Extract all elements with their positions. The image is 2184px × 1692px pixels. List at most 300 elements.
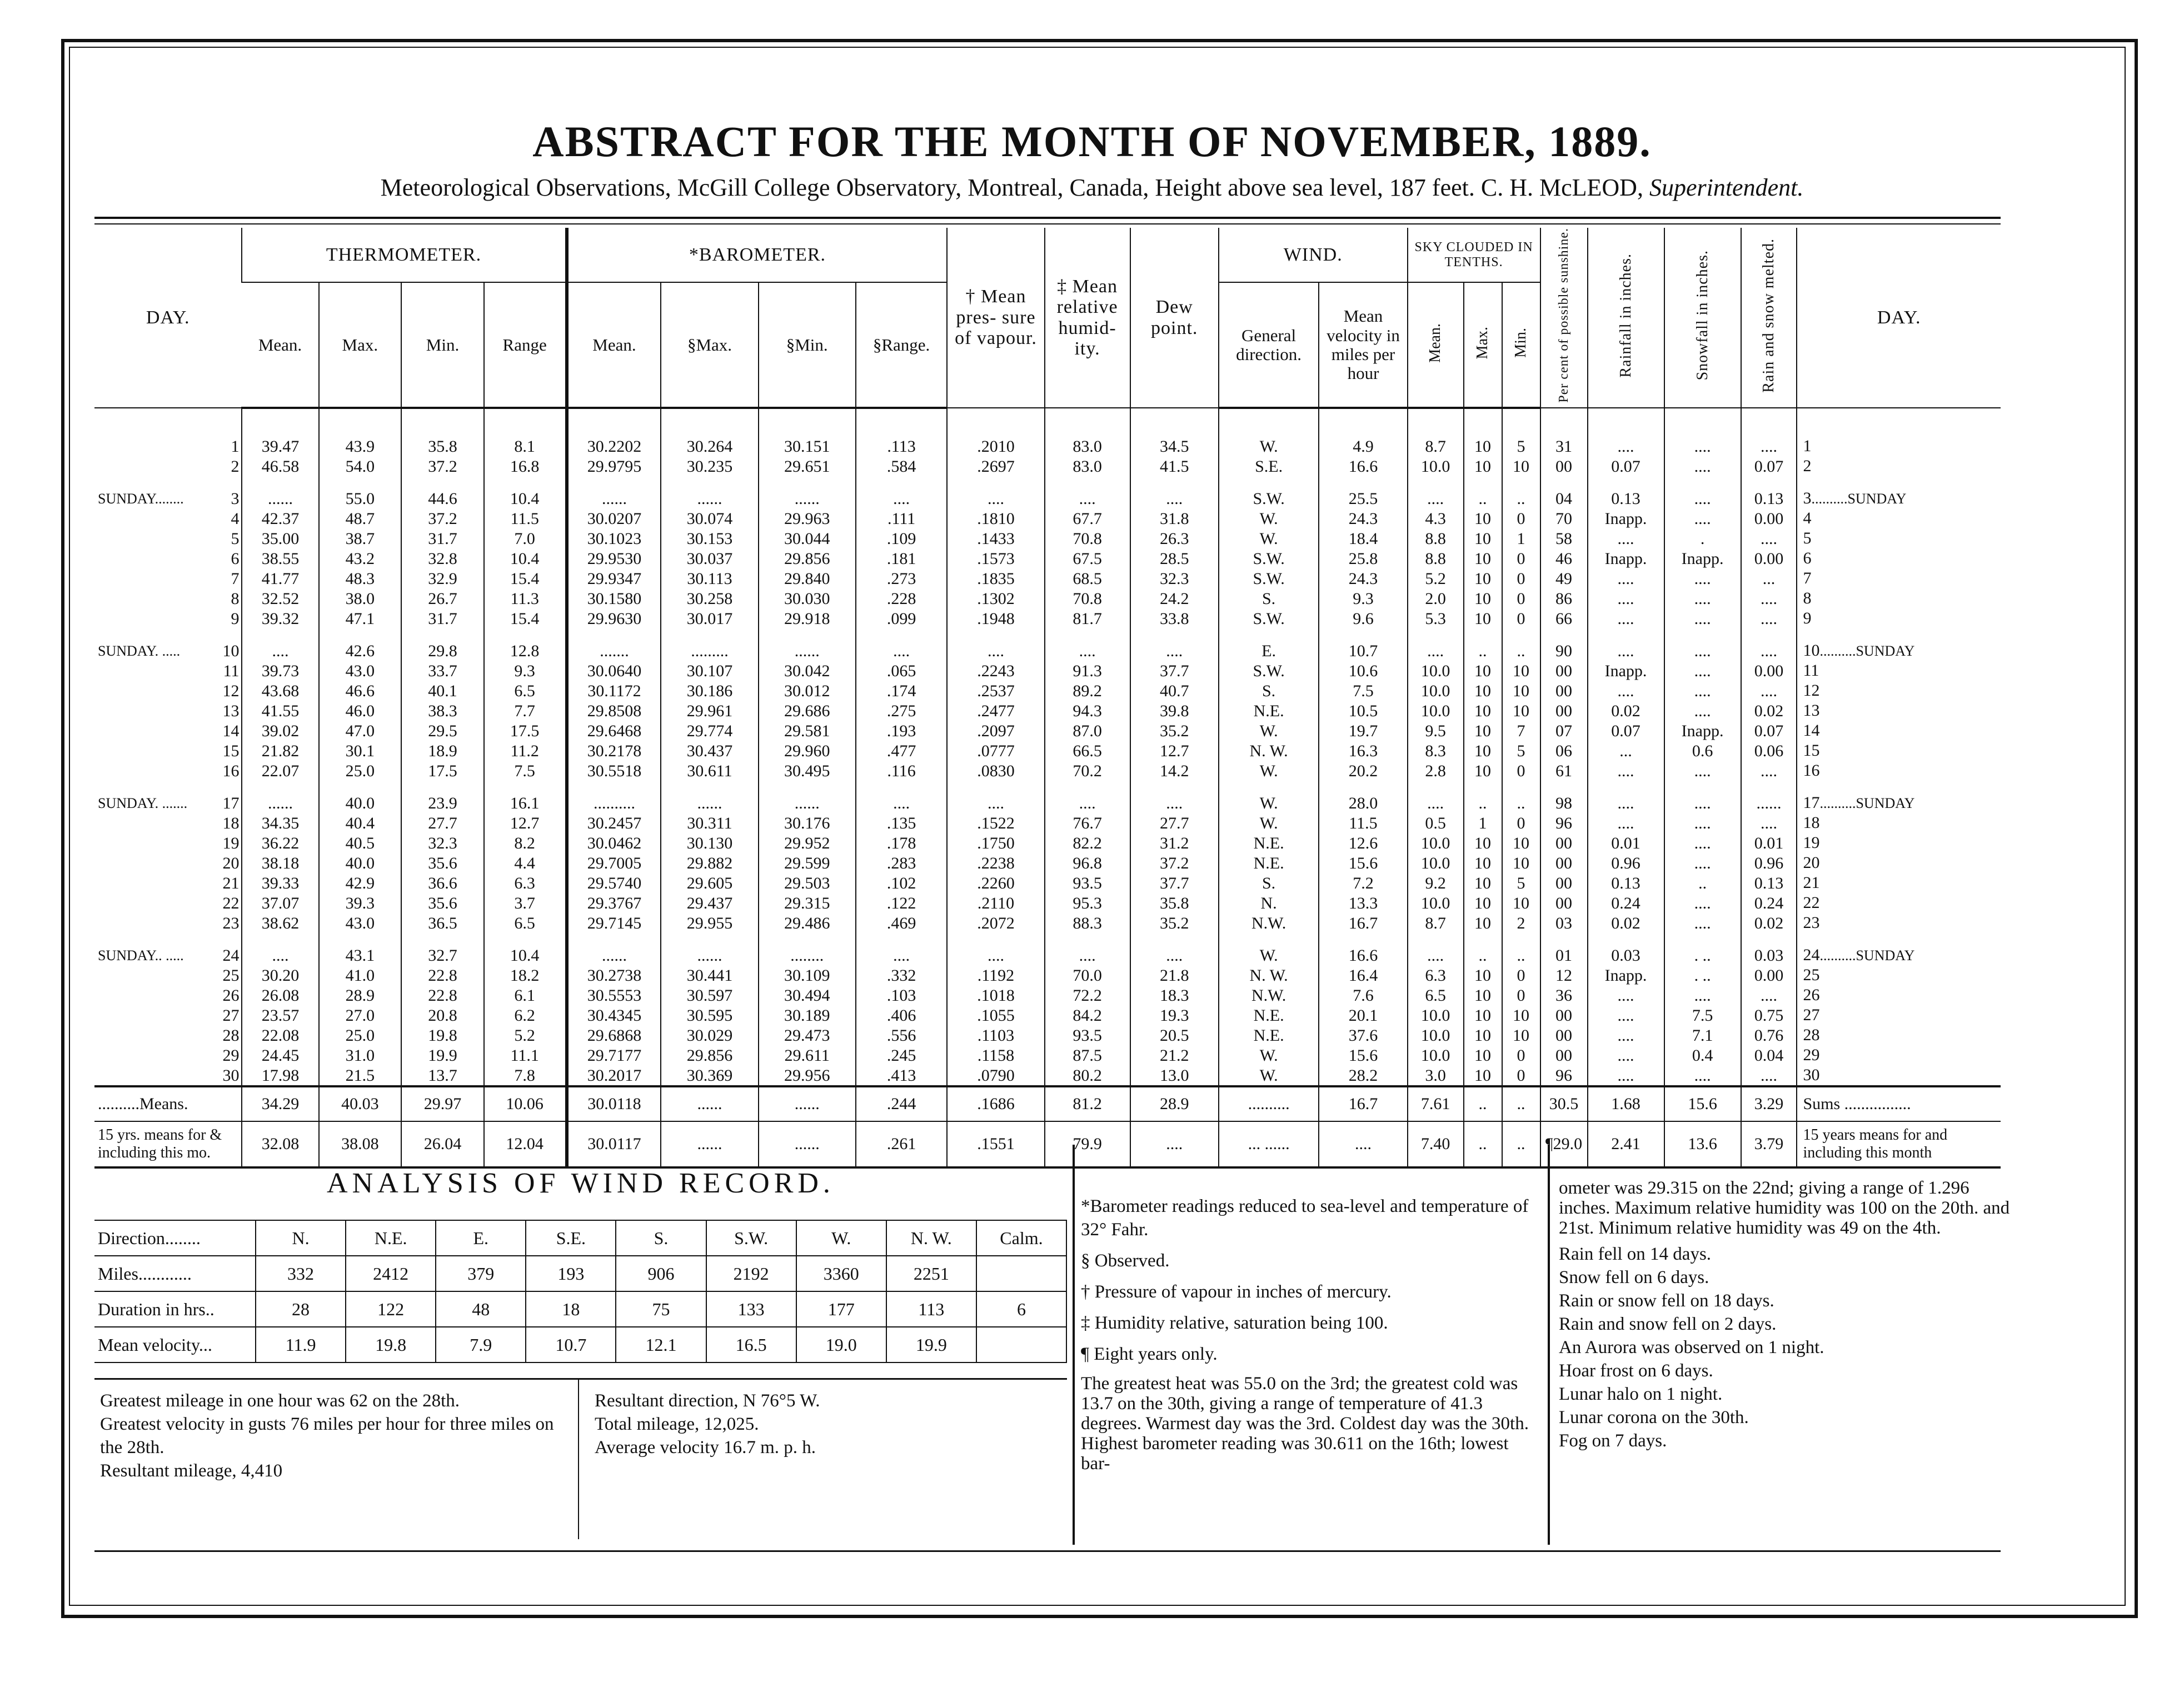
- cell-rainfall: ...: [1588, 741, 1664, 761]
- day-label-right: [1797, 661, 2001, 681]
- cell-t-mean: 38.55: [242, 548, 318, 568]
- cell-sky-min: 0: [1502, 508, 1540, 528]
- cell-sky-max: 10: [1464, 408, 1502, 456]
- cell-t-min: 35.8: [401, 408, 484, 456]
- day-row: [94, 965, 2001, 985]
- wind-notes-divider: [578, 1378, 579, 1539]
- cell-t-range: 15.4: [484, 608, 567, 628]
- cell-wind-vel: 18.4: [1319, 528, 1407, 548]
- day-row: [94, 853, 2001, 873]
- day-number: 3: [231, 489, 240, 508]
- cell-wind-dir: W.: [1219, 408, 1319, 456]
- cell-humidity: 84.2: [1045, 1005, 1130, 1025]
- cell-sky-mean: 8.7: [1408, 913, 1464, 933]
- summary-lunar-halo: Lunar halo on 1 night.: [1559, 1384, 1723, 1404]
- day-label-right: [1797, 568, 2001, 588]
- cell-sky-max: 10: [1464, 721, 1502, 741]
- cell-t-max: 47.0: [319, 721, 402, 741]
- cell-b-range: .174: [856, 681, 948, 701]
- cell-dew-point: 35.2: [1130, 913, 1219, 933]
- page-title: ABSTRACT FOR THE MONTH OF NOVEMBER, 1889.: [532, 117, 1652, 166]
- day-row: [94, 628, 2001, 661]
- cell-sky-max: 10: [1464, 913, 1502, 933]
- fifteen-year-cell: 79.9: [1045, 1121, 1130, 1167]
- cell-b-min: 30.151: [759, 408, 856, 456]
- cell-t-mean: 41.55: [242, 701, 318, 721]
- cell-sky-max: 10: [1464, 1065, 1502, 1086]
- means-cell: Sums ................: [1797, 1086, 2001, 1121]
- day-label-right: [1797, 893, 2001, 913]
- day-label-right: [1797, 965, 2001, 985]
- day-number: 19: [222, 833, 240, 852]
- rainfall-header: Rainfall in inches.: [1588, 228, 1664, 408]
- cell-humidity: 96.8: [1045, 853, 1130, 873]
- cell-b-mean: 30.0640: [567, 661, 661, 681]
- footer-rule: [94, 1550, 2001, 1552]
- day-label-right: [1797, 761, 2001, 781]
- day-label-right: [1797, 408, 2001, 456]
- day-row: [94, 661, 2001, 681]
- cell-wind-dir: W.: [1219, 761, 1319, 781]
- day-number: 4: [231, 509, 240, 528]
- sunday-label: SUNDAY.. .....: [98, 947, 184, 964]
- cell-sky-max: 10: [1464, 1025, 1502, 1045]
- day-label-right: [1797, 608, 2001, 628]
- cell-t-mean: 36.22: [242, 833, 318, 853]
- cell-vapour: .1158: [947, 1045, 1044, 1065]
- cell-b-min: 30.109: [759, 965, 856, 985]
- cell-t-mean: 39.73: [242, 661, 318, 681]
- cell-sky-max: 10: [1464, 548, 1502, 568]
- sunday-label-right: ..........SUNDAY: [1811, 491, 1907, 507]
- wind-cell: S.E.: [526, 1220, 616, 1256]
- day-number-right: 19: [1803, 833, 1820, 852]
- day-label-right: [1797, 1045, 2001, 1065]
- day-label-right: [1797, 933, 2001, 965]
- cell-b-mean: 30.2202: [567, 408, 661, 456]
- cell-rainfall: ....: [1588, 628, 1664, 661]
- cell-b-max: 30.235: [661, 456, 758, 476]
- cell-sunshine: 96: [1540, 1065, 1588, 1086]
- cell-rainfall: ....: [1588, 1065, 1664, 1086]
- cell-t-mean: 43.68: [242, 681, 318, 701]
- cell-t-range: 3.7: [484, 893, 567, 913]
- cell-sky-mean: 6.5: [1408, 985, 1464, 1005]
- cell-rainfall: 0.02: [1588, 701, 1664, 721]
- cell-humidity: 70.8: [1045, 588, 1130, 608]
- cell-vapour: .2260: [947, 873, 1044, 893]
- cell-sky-mean: 5.3: [1408, 608, 1464, 628]
- day-number: 6: [231, 549, 240, 568]
- wind-row-label: Mean velocity...: [94, 1327, 256, 1362]
- cell-wind-vel: 15.6: [1319, 853, 1407, 873]
- day-number-right: 22: [1803, 894, 1820, 912]
- header-rule: [94, 217, 2001, 219]
- cell-t-min: 13.7: [401, 1065, 484, 1086]
- cell-rainfall: 0.03: [1588, 933, 1664, 965]
- cell-b-max: 30.437: [661, 741, 758, 761]
- cell-t-range: 10.4: [484, 933, 567, 965]
- day-row: [94, 913, 2001, 933]
- cell-sky-mean: 10.0: [1408, 701, 1464, 721]
- cell-t-range: 4.4: [484, 853, 567, 873]
- cell-b-range: .406: [856, 1005, 948, 1025]
- header-group-row: [94, 228, 2001, 282]
- cell-t-min: 35.6: [401, 893, 484, 913]
- sunday-label: SUNDAY. .......: [98, 795, 188, 811]
- cell-b-range: .103: [856, 985, 948, 1005]
- day-label-left: [94, 1065, 242, 1086]
- cell-b-mean: ..........: [567, 781, 661, 813]
- therm-max-header: Max.: [319, 282, 402, 408]
- cell-rainfall: 0.96: [1588, 853, 1664, 873]
- cell-t-min: 35.6: [401, 853, 484, 873]
- wind-cell: 2251: [886, 1256, 976, 1291]
- wind-cell: 122: [346, 1291, 436, 1327]
- cell-wind-dir: S.E.: [1219, 456, 1319, 476]
- means-cell: ..: [1464, 1086, 1502, 1121]
- cell-b-min: 29.611: [759, 1045, 856, 1065]
- cell-rain-snow: ...: [1741, 568, 1797, 588]
- cell-sunshine: 03: [1540, 913, 1588, 933]
- day-label-right: [1797, 913, 2001, 933]
- summary-rain-or-snow: Rain or snow fell on 18 days.: [1559, 1291, 1774, 1311]
- cell-rain-snow: ....: [1741, 681, 1797, 701]
- means-cell: 28.9: [1130, 1086, 1219, 1121]
- cell-sky-min: 0: [1502, 813, 1540, 833]
- cell-sky-max: 10: [1464, 1045, 1502, 1065]
- wind-row-label: Miles............: [94, 1256, 256, 1291]
- cell-snowfall: ....: [1664, 1065, 1741, 1086]
- cell-b-min: 29.599: [759, 853, 856, 873]
- cell-t-mean: 41.77: [242, 568, 318, 588]
- cell-sky-mean: 5.2: [1408, 568, 1464, 588]
- cell-t-mean: 32.52: [242, 588, 318, 608]
- cell-sky-min: 5: [1502, 408, 1540, 456]
- cell-snowfall: ....: [1664, 661, 1741, 681]
- cell-t-min: 22.8: [401, 965, 484, 985]
- wind-cell: 3360: [796, 1256, 886, 1291]
- cell-t-min: 20.8: [401, 1005, 484, 1025]
- note-resultant-mileage: Resultant mileage, 4,410: [100, 1461, 283, 1481]
- cell-b-max: 29.955: [661, 913, 758, 933]
- cell-vapour: .1573: [947, 548, 1044, 568]
- cell-vapour: .2110: [947, 893, 1044, 913]
- cell-t-mean: 34.35: [242, 813, 318, 833]
- day-label-left: [94, 873, 242, 893]
- cell-humidity: 81.7: [1045, 608, 1130, 628]
- day-row: [94, 933, 2001, 965]
- day-number: 1: [231, 437, 240, 456]
- cell-sky-min: 0: [1502, 588, 1540, 608]
- cell-snowfall: .: [1664, 528, 1741, 548]
- wind-cell: S.: [616, 1220, 706, 1256]
- cell-t-min: 19.9: [401, 1045, 484, 1065]
- cell-t-min: 36.5: [401, 913, 484, 933]
- cell-sky-min: 10: [1502, 681, 1540, 701]
- cell-b-range: .477: [856, 741, 948, 761]
- note-total-mileage: Total mileage, 12,025.: [595, 1414, 759, 1434]
- cell-wind-vel: 28.2: [1319, 1065, 1407, 1086]
- cell-vapour: .2238: [947, 853, 1044, 873]
- day-number-right: 9: [1803, 609, 1812, 628]
- day-number: 17: [222, 793, 240, 812]
- cell-b-max: .........: [661, 628, 758, 661]
- cell-wind-dir: W.: [1219, 508, 1319, 528]
- cell-b-range: .273: [856, 568, 948, 588]
- fifteen-year-cell: ... ......: [1219, 1121, 1319, 1167]
- cell-rainfall: ....: [1588, 1025, 1664, 1045]
- cell-t-range: 5.2: [484, 1025, 567, 1045]
- cell-b-min: 30.176: [759, 813, 856, 833]
- cell-sky-max: 10: [1464, 985, 1502, 1005]
- day-label-left: [94, 985, 242, 1005]
- cell-b-min: 30.030: [759, 588, 856, 608]
- cell-t-max: 25.0: [319, 761, 402, 781]
- cell-vapour: .1103: [947, 1025, 1044, 1045]
- cell-sky-mean: 8.3: [1408, 741, 1464, 761]
- day-number-right: 30: [1803, 1066, 1820, 1085]
- cell-b-mean: 30.2178: [567, 741, 661, 761]
- cell-wind-dir: S.: [1219, 873, 1319, 893]
- day-label-left: [94, 813, 242, 833]
- cell-sky-mean: 10.0: [1408, 1045, 1464, 1065]
- means-cell: 81.2: [1045, 1086, 1130, 1121]
- cell-rain-snow: ....: [1741, 528, 1797, 548]
- cell-t-range: 7.5: [484, 761, 567, 781]
- cell-b-min: 29.952: [759, 833, 856, 853]
- cell-t-min: 22.8: [401, 985, 484, 1005]
- cell-rain-snow: 0.24: [1741, 893, 1797, 913]
- wind-cell: 379: [436, 1256, 526, 1291]
- cell-sunshine: 49: [1540, 568, 1588, 588]
- cell-t-min: 38.3: [401, 701, 484, 721]
- cell-b-mean: 30.1580: [567, 588, 661, 608]
- cell-wind-dir: W.: [1219, 1045, 1319, 1065]
- cell-b-mean: 29.5740: [567, 873, 661, 893]
- cell-vapour: .0777: [947, 741, 1044, 761]
- cell-sky-max: 10: [1464, 833, 1502, 853]
- cell-sky-min: 5: [1502, 741, 1540, 761]
- day-number-right: 20: [1803, 854, 1820, 872]
- cell-b-max: 30.029: [661, 1025, 758, 1045]
- cell-vapour: ....: [947, 476, 1044, 508]
- cell-t-min: 31.7: [401, 528, 484, 548]
- day-row: [94, 588, 2001, 608]
- day-number: 27: [222, 1006, 240, 1025]
- means-cell: 40.03: [319, 1086, 402, 1121]
- cell-humidity: 72.2: [1045, 985, 1130, 1005]
- cell-t-max: 40.0: [319, 853, 402, 873]
- footnote-barometer: *Barometer readings reduced to sea-level and temperature of 32° Fahr.: [1081, 1196, 1529, 1240]
- cell-dew-point: 28.5: [1130, 548, 1219, 568]
- day-number: 15: [222, 741, 240, 760]
- cell-t-range: 8.1: [484, 408, 567, 456]
- cell-b-mean: 29.7177: [567, 1045, 661, 1065]
- cell-rain-snow: ....: [1741, 608, 1797, 628]
- cell-wind-dir: S.W.: [1219, 548, 1319, 568]
- cell-b-mean: 29.9530: [567, 548, 661, 568]
- day-label-left: [94, 588, 242, 608]
- sunday-label-right: ..........SUNDAY: [1819, 947, 1915, 964]
- cell-wind-vel: 11.5: [1319, 813, 1407, 833]
- day-label-right: [1797, 628, 2001, 661]
- wind-notes-rule: [94, 1378, 1067, 1380]
- cell-wind-vel: 15.6: [1319, 1045, 1407, 1065]
- day-header: DAY.: [94, 228, 242, 408]
- cell-rain-snow: 0.03: [1741, 933, 1797, 965]
- cell-rain-snow: 0.00: [1741, 965, 1797, 985]
- fifteen-year-cell: 26.04: [401, 1121, 484, 1167]
- day-row: [94, 721, 2001, 741]
- day-label-right: [1797, 853, 2001, 873]
- cell-t-mean: ....: [242, 933, 318, 965]
- cell-rainfall: ....: [1588, 408, 1664, 456]
- wind-cell: N.E.: [346, 1220, 436, 1256]
- day-label-right: [1797, 548, 2001, 568]
- cell-t-max: 41.0: [319, 965, 402, 985]
- cell-wind-vel: 9.3: [1319, 588, 1407, 608]
- vapour-header: † Mean pres- sure of vapour.: [947, 228, 1044, 408]
- cell-t-max: 46.6: [319, 681, 402, 701]
- means-cell: ......: [661, 1086, 758, 1121]
- cell-rain-snow: ....: [1741, 1065, 1797, 1086]
- cell-b-min: 29.581: [759, 721, 856, 741]
- cell-snowfall: ..: [1664, 873, 1741, 893]
- cell-b-range: .109: [856, 528, 948, 548]
- cell-b-max: ......: [661, 933, 758, 965]
- cell-b-range: ....: [856, 933, 948, 965]
- cell-humidity: ....: [1045, 476, 1130, 508]
- cell-wind-vel: 28.0: [1319, 781, 1407, 813]
- day-number-right: 17: [1803, 793, 1820, 812]
- day-number-right: 26: [1803, 986, 1820, 1005]
- cell-t-max: 48.3: [319, 568, 402, 588]
- cell-sky-max: 10: [1464, 661, 1502, 681]
- cell-sky-mean: 10.0: [1408, 456, 1464, 476]
- day-label-left: [94, 933, 242, 965]
- cell-sunshine: 00: [1540, 853, 1588, 873]
- day-row: [94, 608, 2001, 628]
- day-label-left: [94, 913, 242, 933]
- wind-cell: 28: [256, 1291, 346, 1327]
- wind-notes-middle: [595, 1389, 1061, 1459]
- cell-sky-mean: 10.0: [1408, 853, 1464, 873]
- cell-dew-point: 34.5: [1130, 408, 1219, 456]
- cell-wind-dir: N.E.: [1219, 1005, 1319, 1025]
- day-row: [94, 476, 2001, 508]
- subtitle-text: Meteorological Observations, McGill College Observatory, Montreal, Canada, Height above sea level, 187 feet. C. H. McLEOD,: [380, 174, 1643, 201]
- day-number-right: 23: [1803, 914, 1820, 932]
- cell-rainfall: ....: [1588, 528, 1664, 548]
- cell-b-min: 29.856: [759, 548, 856, 568]
- cell-t-mean: ......: [242, 476, 318, 508]
- cell-rain-snow: 0.06: [1741, 741, 1797, 761]
- means-cell: 10.06: [484, 1086, 567, 1121]
- cell-dew-point: 21.2: [1130, 1045, 1219, 1065]
- cell-t-mean: 22.08: [242, 1025, 318, 1045]
- fifteen-year-cell: ....: [1319, 1121, 1407, 1167]
- cell-wind-vel: 20.1: [1319, 1005, 1407, 1025]
- day-number-right: 3: [1803, 489, 1812, 508]
- cell-rain-snow: 0.02: [1741, 913, 1797, 933]
- cell-b-mean: 30.5553: [567, 985, 661, 1005]
- cell-b-min: 30.495: [759, 761, 856, 781]
- cell-b-range: ....: [856, 628, 948, 661]
- cell-sunshine: 70: [1540, 508, 1588, 528]
- day-row: [94, 761, 2001, 781]
- cell-vapour: .0830: [947, 761, 1044, 781]
- summary-lunar-corona: Lunar corona on the 30th.: [1559, 1407, 1749, 1428]
- cell-t-mean: 46.58: [242, 456, 318, 476]
- day-label-left: [94, 628, 242, 661]
- day-label-right: [1797, 873, 2001, 893]
- day-label-left: [94, 681, 242, 701]
- rain-snow-melted-header: Rain and snow melted.: [1741, 228, 1797, 408]
- cell-wind-vel: 16.6: [1319, 456, 1407, 476]
- wind-cell: 332: [256, 1256, 346, 1291]
- cell-rainfall: ....: [1588, 568, 1664, 588]
- cell-t-range: 11.5: [484, 508, 567, 528]
- fifteen-year-cell: ..: [1464, 1121, 1502, 1167]
- day-row: [94, 781, 2001, 813]
- cell-rainfall: ....: [1588, 608, 1664, 628]
- cell-b-min: 29.651: [759, 456, 856, 476]
- wind-analysis-table: [94, 1220, 1067, 1363]
- day-row: [94, 1065, 2001, 1086]
- cell-t-mean: 24.45: [242, 1045, 318, 1065]
- day-number-right: 13: [1803, 701, 1820, 720]
- cell-b-max: 30.113: [661, 568, 758, 588]
- cell-b-mean: 29.9795: [567, 456, 661, 476]
- wind-cell: N.: [256, 1220, 346, 1256]
- cell-b-min: 29.686: [759, 701, 856, 721]
- day-number: 21: [222, 874, 240, 892]
- cell-sky-mean: ....: [1408, 781, 1464, 813]
- cell-t-max: 38.0: [319, 588, 402, 608]
- cell-t-range: 6.1: [484, 985, 567, 1005]
- wind-cell: 12.1: [616, 1327, 706, 1362]
- note-greatest-velocity: Greatest velocity in gusts 76 miles per hour for three miles on the 28th.: [100, 1414, 554, 1458]
- cell-t-mean: 37.07: [242, 893, 318, 913]
- wind-analysis-title: ANALYSIS OF WIND RECORD.: [327, 1167, 835, 1199]
- day-label-left: [94, 456, 242, 476]
- day-number: 10: [222, 641, 240, 660]
- cell-t-range: 15.4: [484, 568, 567, 588]
- cell-snowfall: ....: [1664, 608, 1741, 628]
- cell-wind-dir: W.: [1219, 528, 1319, 548]
- sunshine-header: Per cent of possible sunshine.: [1540, 228, 1588, 408]
- cell-dew-point: 37.2: [1130, 853, 1219, 873]
- cell-t-max: 42.9: [319, 873, 402, 893]
- cell-vapour: .2697: [947, 456, 1044, 476]
- cell-snowfall: ....: [1664, 781, 1741, 813]
- means-cell: 15.6: [1664, 1086, 1741, 1121]
- snowfall-header: Snowfall in inches.: [1664, 228, 1741, 408]
- day-number-right: 6: [1803, 549, 1812, 568]
- cell-sky-max: ..: [1464, 933, 1502, 965]
- cell-vapour: ....: [947, 628, 1044, 661]
- cell-sky-mean: 8.8: [1408, 528, 1464, 548]
- cell-dew-point: 40.7: [1130, 681, 1219, 701]
- wind-cell: 75: [616, 1291, 706, 1327]
- cell-t-max: 48.7: [319, 508, 402, 528]
- cell-humidity: 70.0: [1045, 965, 1130, 985]
- cell-dew-point: 35.2: [1130, 721, 1219, 741]
- summary-fog: Fog on 7 days.: [1559, 1431, 1667, 1451]
- cell-t-mean: 21.82: [242, 741, 318, 761]
- day-number-right: 28: [1803, 1026, 1820, 1045]
